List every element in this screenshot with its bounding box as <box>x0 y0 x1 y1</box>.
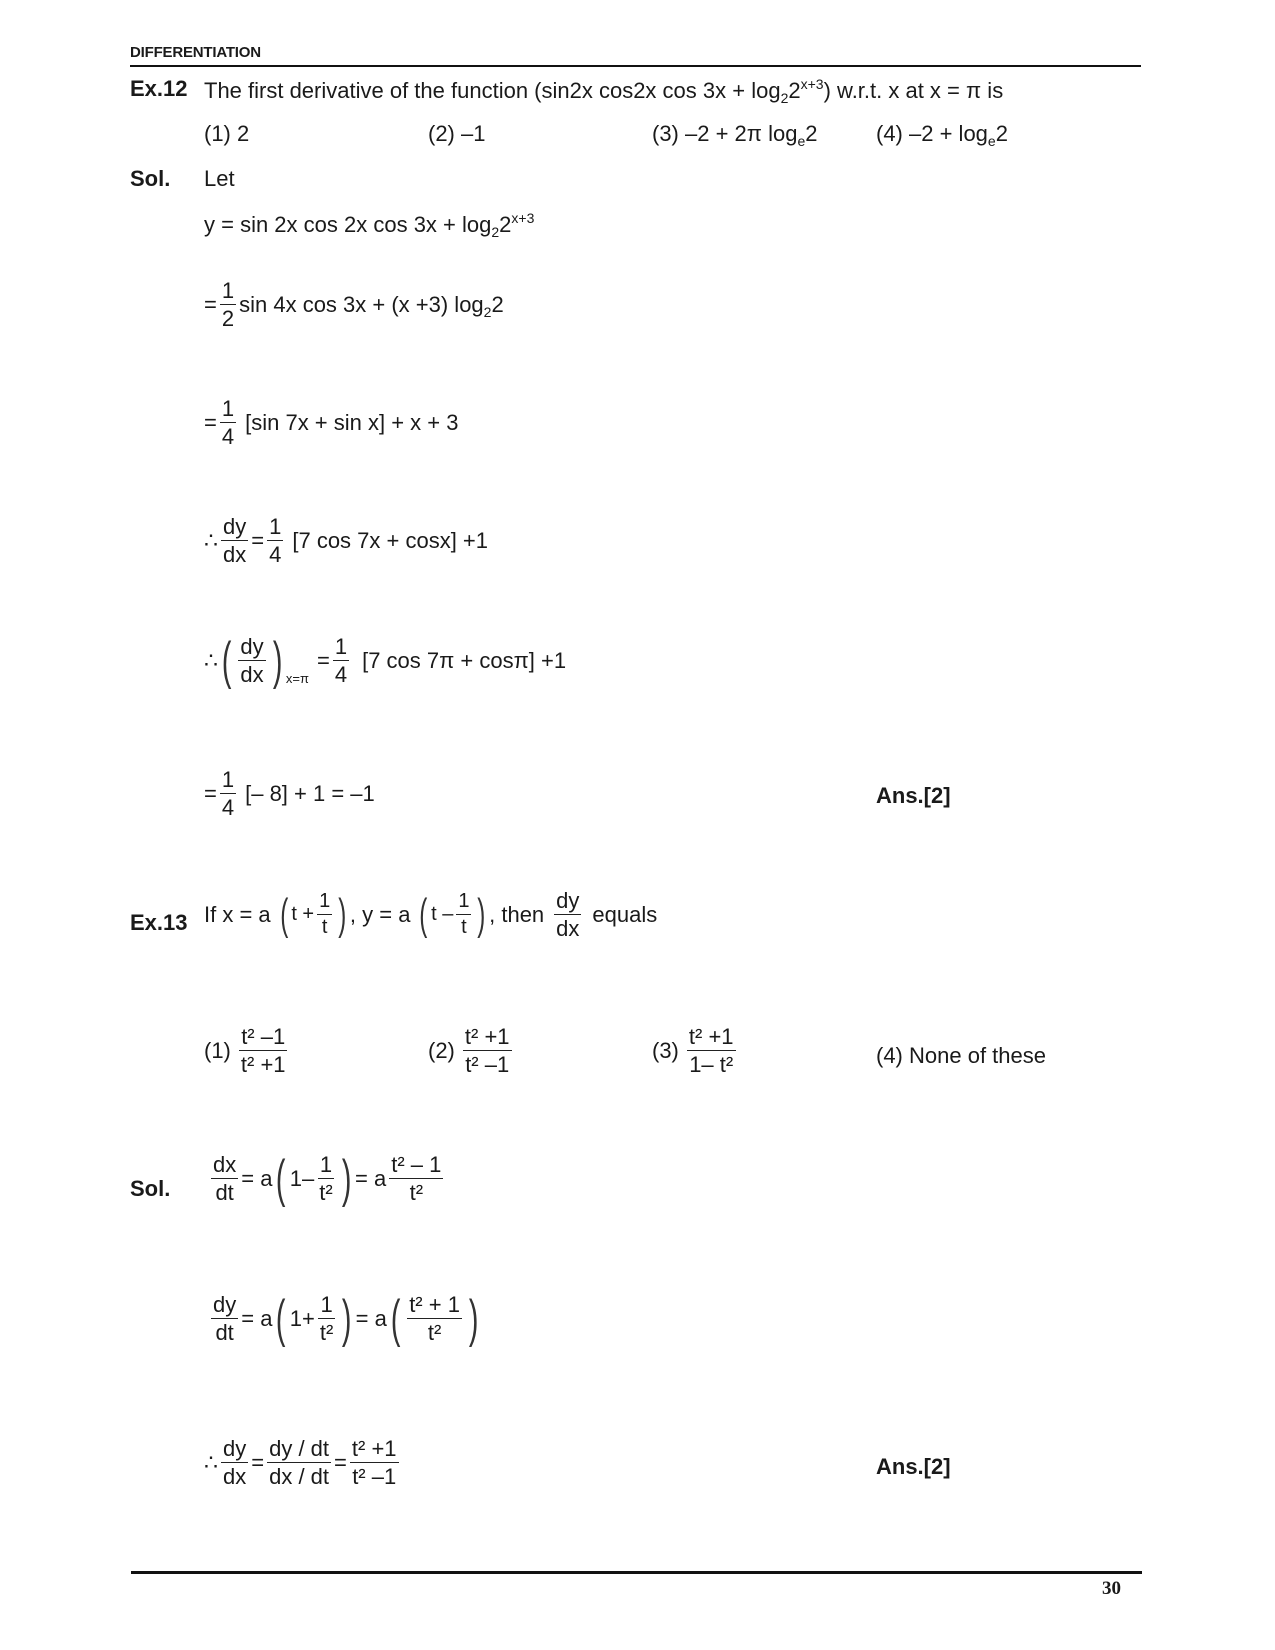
evaluation-point: x=π <box>285 670 309 686</box>
example-13-question <box>204 888 657 942</box>
numerator: dy <box>554 888 581 915</box>
solution-line-1 <box>204 210 534 240</box>
answer-12: Ans.[2] <box>876 783 951 808</box>
option-text: –1 <box>461 121 486 146</box>
inner-expression: t + <box>291 903 315 926</box>
fraction-dy-dt <box>211 1292 238 1346</box>
numerator: 1 <box>220 396 236 423</box>
option-fraction <box>463 1024 512 1078</box>
fraction-dx-dt <box>211 1152 238 1206</box>
fraction <box>220 278 236 332</box>
exponent: x+3 <box>800 76 824 92</box>
fraction <box>456 890 471 939</box>
question-text: If x = a <box>204 901 271 927</box>
denominator: dt <box>215 1180 234 1206</box>
option-number: (4) <box>876 121 903 146</box>
option-fraction <box>687 1024 736 1078</box>
expression: [7 cos 7π + cosπ] +1 <box>362 647 567 673</box>
log-base: e <box>987 133 996 149</box>
denominator: t² <box>427 1320 442 1346</box>
answer-13: Ans.[2] <box>876 1454 951 1479</box>
equals-sign: = <box>204 409 217 435</box>
fraction <box>350 1436 399 1490</box>
denominator: dx <box>240 662 264 688</box>
equals-a: = a <box>355 1165 387 1191</box>
option-text: –2 + log <box>909 121 988 146</box>
numerator: dy <box>211 1292 238 1319</box>
solution-line-6 <box>204 767 375 821</box>
fraction <box>317 890 332 939</box>
denominator: 1– t² <box>689 1052 734 1078</box>
numerator: 1 <box>317 890 332 915</box>
denominator: dx / dt <box>269 1464 330 1490</box>
fraction <box>220 396 236 450</box>
numerator: 1 <box>318 1152 334 1179</box>
equals-sign: = <box>204 780 217 806</box>
question-text: , y = a <box>349 901 411 927</box>
power-base: 2 <box>499 212 512 237</box>
option-number: (2) <box>428 1037 455 1063</box>
ex12-option-4 <box>876 121 1008 149</box>
denominator: dt <box>215 1320 234 1346</box>
denominator: t <box>321 916 328 939</box>
fraction-dy-dx <box>554 888 581 942</box>
equals-a: = a <box>241 1165 273 1191</box>
expression-end: 2 <box>491 291 504 317</box>
numerator: 1 <box>333 634 349 661</box>
equals-sign: = <box>316 647 330 673</box>
log-base: 2 <box>780 90 789 106</box>
option-number: (3) <box>652 1037 679 1063</box>
option-text: None of these <box>909 1043 1046 1068</box>
denominator: 4 <box>221 424 235 450</box>
numerator: t² +1 <box>350 1436 399 1463</box>
equals-sign: = <box>251 1449 265 1475</box>
equals-a: = a <box>241 1305 273 1331</box>
option-text: 2 <box>237 121 250 146</box>
denominator: t² +1 <box>240 1052 286 1078</box>
numerator: t² – 1 <box>389 1152 443 1179</box>
fraction-dy-dx <box>238 634 265 688</box>
example-12-question <box>204 76 1003 106</box>
numerator: dx <box>211 1152 238 1179</box>
left-paren-icon: ( <box>276 1149 286 1208</box>
denominator: dx <box>223 542 247 568</box>
solution13-line-1 <box>208 1149 446 1208</box>
numerator: 1 <box>267 514 283 541</box>
equals-a: = a <box>355 1305 387 1331</box>
inner-expression: 1– <box>289 1165 315 1191</box>
equals-sign: = <box>251 527 265 553</box>
denominator: t² <box>319 1320 334 1346</box>
inner-expression: t – <box>431 903 454 926</box>
solution-line-3 <box>204 396 459 450</box>
equals-sign: = <box>334 1449 347 1475</box>
page-number: 30 <box>1102 1578 1121 1599</box>
solution-let: Let <box>204 166 235 191</box>
option-number: (2) <box>428 121 455 146</box>
expression: [7 cos 7x + cosx] +1 <box>292 527 489 553</box>
right-paren-icon: ) <box>272 631 283 690</box>
example-12-label: Ex.12 <box>130 76 188 101</box>
denominator: t² –1 <box>465 1052 510 1078</box>
left-paren-icon: ( <box>279 889 289 939</box>
therefore-symbol: ∴ <box>204 1449 218 1475</box>
numerator: t² +1 <box>687 1024 736 1051</box>
denominator: t² <box>409 1180 424 1206</box>
option-number: (4) <box>876 1043 903 1068</box>
denominator: 4 <box>334 662 348 688</box>
denominator: 4 <box>221 795 235 821</box>
exponent: x+3 <box>511 210 535 226</box>
right-paren-icon: ) <box>338 889 347 939</box>
numerator: 1 <box>318 1292 334 1319</box>
left-paren-icon: ( <box>276 1289 286 1348</box>
solution13-line-3 <box>204 1436 402 1490</box>
example-13-label: Ex.13 <box>130 910 188 935</box>
numerator: dy <box>221 1436 248 1463</box>
fraction <box>267 1436 331 1490</box>
left-paren-icon: ( <box>419 889 428 939</box>
denominator: dx <box>223 1464 247 1490</box>
header-rule <box>130 65 1141 67</box>
numerator: dy <box>221 514 248 541</box>
expression: [– 8] + 1 = –1 <box>245 780 375 806</box>
left-paren-icon: ( <box>390 1289 401 1348</box>
fraction <box>389 1152 443 1206</box>
ex12-option-3 <box>652 121 818 149</box>
fraction <box>267 514 283 568</box>
ex12-option-1 <box>204 121 249 147</box>
solution-line-4 <box>204 514 488 568</box>
solution13-line-2 <box>208 1289 482 1348</box>
log-base: 2 <box>491 224 500 240</box>
solution-line-5 <box>204 631 567 690</box>
solution-13-label: Sol. <box>130 1176 171 1201</box>
denominator: t² –1 <box>352 1464 397 1490</box>
denominator: 2 <box>221 306 235 332</box>
therefore-symbol: ∴ <box>204 527 218 553</box>
right-paren-icon: ) <box>468 1289 479 1348</box>
denominator: dx <box>556 916 580 942</box>
ex13-option-4 <box>876 1043 1046 1069</box>
numerator: 1 <box>220 767 236 794</box>
option-text-end: 2 <box>805 121 818 146</box>
expression: y = sin 2x cos 2x cos 3x + log <box>204 212 492 237</box>
expression: sin 4x cos 3x + (x +3) log <box>239 291 484 317</box>
question-text: The first derivative of the function (sin2x cos2x cos 3x + log <box>204 78 781 103</box>
numerator: t² +1 <box>463 1024 512 1051</box>
option-number: (3) <box>652 121 679 146</box>
numerator: dy / dt <box>267 1436 331 1463</box>
ex13-option-1 <box>204 1024 291 1078</box>
option-number: (1) <box>204 1037 231 1063</box>
fraction <box>333 634 349 688</box>
option-text-end: 2 <box>995 121 1008 146</box>
option-text: –2 + 2π log <box>685 121 798 146</box>
question-text: , then <box>489 901 545 927</box>
denominator: 4 <box>269 542 282 568</box>
question-text-end: equals <box>592 901 658 927</box>
ex12-option-2 <box>428 121 486 147</box>
equals-sign: = <box>204 291 217 317</box>
fraction <box>317 1152 334 1206</box>
numerator: dy <box>238 634 265 661</box>
inner-expression: 1+ <box>289 1305 315 1331</box>
denominator: t² <box>319 1180 333 1206</box>
section-header: DIFFERENTIATION <box>130 44 261 61</box>
right-paren-icon: ) <box>477 889 486 939</box>
numerator: 1 <box>220 278 236 305</box>
solution-12-label: Sol. <box>130 166 171 191</box>
fraction-dy-dx <box>221 1436 248 1490</box>
denominator: t <box>461 916 467 939</box>
solution-line-2 <box>204 278 504 332</box>
log-base: 2 <box>483 303 492 320</box>
power-base: 2 <box>788 78 801 103</box>
right-paren-icon: ) <box>342 1289 352 1348</box>
left-paren-icon: ( <box>221 631 232 690</box>
numerator: t² + 1 <box>407 1292 462 1319</box>
numerator: t² –1 <box>239 1024 287 1051</box>
fraction-dy-dx <box>221 514 248 568</box>
expression: [sin 7x + sin x] + x + 3 <box>245 409 459 435</box>
question-text-end: ) w.r.t. x at x = π is <box>823 78 1004 103</box>
option-fraction <box>239 1024 288 1078</box>
footer-rule <box>131 1571 1142 1574</box>
fraction <box>318 1292 335 1346</box>
numerator: 1 <box>456 890 471 915</box>
log-base: e <box>797 133 806 149</box>
option-number: (1) <box>204 121 231 146</box>
right-paren-icon: ) <box>341 1149 352 1208</box>
ex13-option-3 <box>652 1024 739 1078</box>
ex13-option-2 <box>428 1024 515 1078</box>
fraction <box>407 1292 462 1346</box>
fraction <box>220 767 236 821</box>
therefore-symbol: ∴ <box>204 647 218 673</box>
